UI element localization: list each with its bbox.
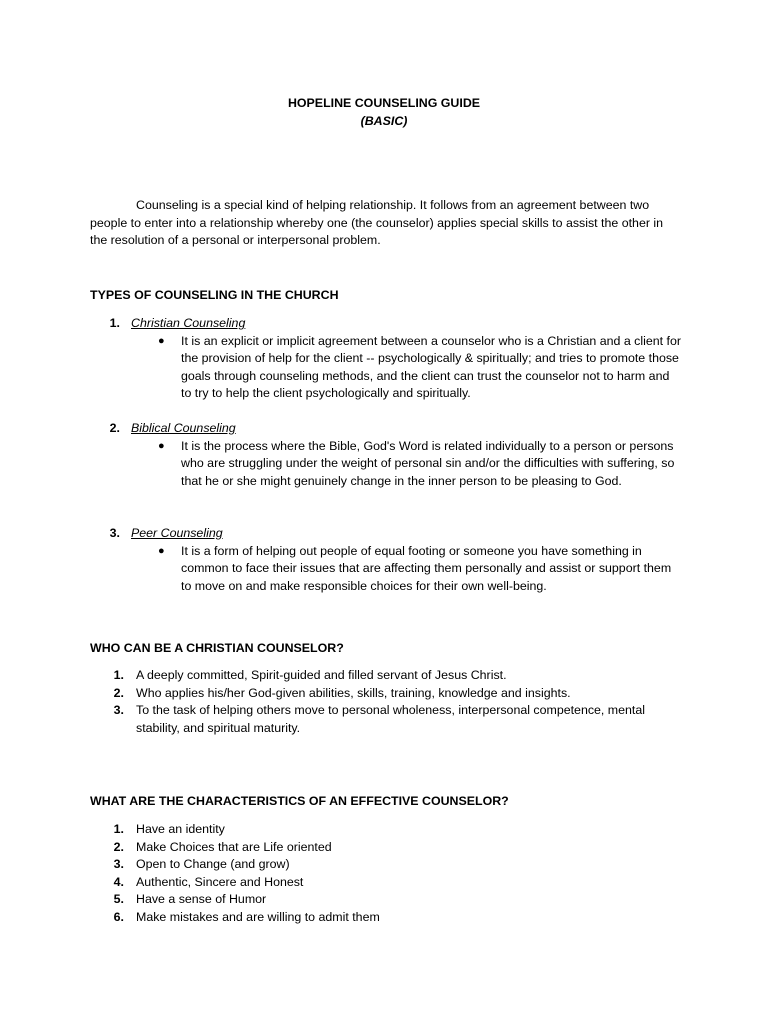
list-item-text: A deeply committed, Spirit-guided and filled servant of Jesus Christ. (136, 668, 507, 682)
list-item-text: Open to Change (and grow) (136, 857, 290, 872)
section-heading-types: TYPES OF COUNSELING IN THE CHURCH (90, 288, 339, 302)
bullet-icon: ● (158, 439, 165, 452)
document-subtitle: (BASIC) (360, 114, 408, 128)
document-title: HOPELINE COUNSELING GUIDE (287, 96, 481, 110)
bullet-icon: ● (158, 334, 165, 347)
bullet-icon: ● (158, 544, 165, 557)
item-number: 1. (113, 668, 124, 682)
list-item-text: Make mistakes and are willing to admit them (136, 909, 380, 924)
counseling-type-name: Peer Counseling (131, 526, 223, 540)
list-item-text: Authentic, Sincere and Honest (136, 874, 304, 889)
list-item (90, 874, 690, 892)
list-item-text: Have a sense of Humor (136, 892, 267, 907)
item-number: 3. (109, 526, 120, 540)
item-number: 1. (113, 822, 124, 836)
list-item (90, 702, 690, 737)
list-item (90, 891, 690, 909)
counseling-type-description: It is an explicit or implicit agreement between a counselor who is a Christian and a client for the provision of help for the client -- psychologically & spiritually; and tries to promote those goals through counseling methods, and the client can trust the counselor not to harm and to try to help the client psychologically and spiritually. (181, 333, 681, 401)
section-heading-who: WHO CAN BE A CHRISTIAN COUNSELOR? (90, 641, 344, 655)
section-heading-characteristics: WHAT ARE THE CHARACTERISTICS OF AN EFFECTIVE COUNSELOR? (90, 794, 509, 808)
item-number: 2. (109, 421, 120, 435)
item-number: 2. (113, 685, 124, 700)
item-number: 6. (113, 909, 124, 924)
list-item-text: Make Choices that are Life oriented (136, 839, 332, 854)
counseling-type-name: Christian Counseling (131, 316, 246, 330)
list-item-text: Have an identity (136, 822, 225, 836)
item-number: 5. (113, 892, 124, 907)
counseling-type-description: It is the process where the Bible, God's Word is related individually to a person or persons who are struggling under the weight of personal sin and/or the difficulties with suffering, so that he or she might genuinely change in the inner person to be pleasing to God. (181, 438, 675, 488)
list-item (90, 839, 690, 857)
list-item (90, 667, 690, 685)
list-item (90, 909, 690, 927)
characteristics-list (90, 821, 690, 927)
item-number: 3. (113, 857, 124, 872)
list-item-text: Who applies his/her God-given abilities, skills, training, knowledge and insights. (136, 685, 571, 700)
counseling-type-description: It is a form of helping out people of equal footing or someone you have something in common to face their issues that are affecting them personally and assist or support them to move on and make responsible choices for their own well-being. (181, 543, 672, 593)
list-item-text: To the task of helping others move to personal wholeness, interpersonal competence, mental stability, and spiritual maturity. (136, 703, 645, 735)
item-number: 1. (109, 316, 120, 330)
intro-paragraph: Counseling is a special kind of helping relationship. It follows from an agreement between two people to enter into a relationship whereby one (the counselor) applies special skills to assist the other in the resolution of a personal or interpersonal problem. (90, 198, 664, 248)
item-number: 3. (113, 703, 124, 718)
list-item (90, 856, 690, 874)
counseling-type-name: Biblical Counseling (131, 421, 236, 435)
item-number: 2. (113, 839, 124, 854)
list-item (90, 685, 690, 703)
who-list (90, 667, 690, 737)
item-number: 4. (113, 874, 124, 889)
list-item (90, 821, 690, 839)
